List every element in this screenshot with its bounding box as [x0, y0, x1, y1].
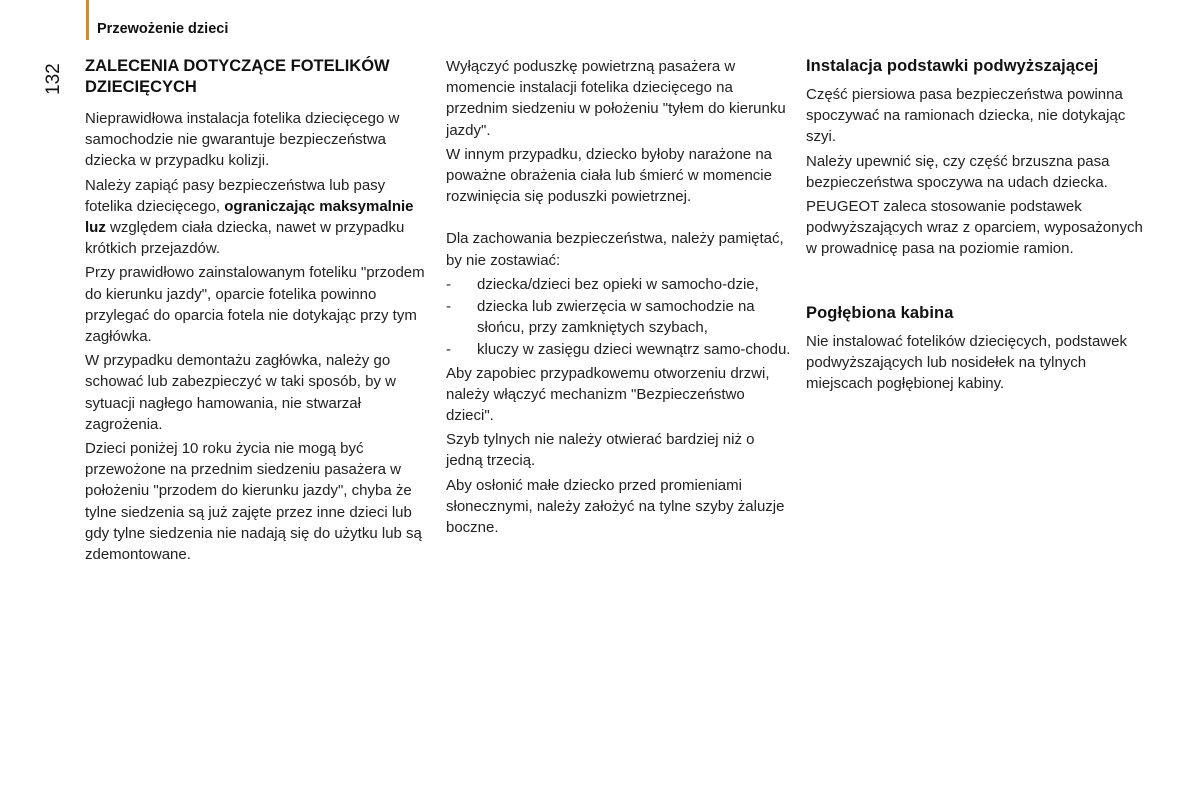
section-accent-bar [86, 0, 89, 40]
list-item: - dziecka/dzieci bez opieki w samocho-dzie, [446, 274, 791, 295]
paragraph-safety-reminder: Dla zachowania bezpieczeństwa, należy pamiętać, by nie zostawiać: [446, 230, 784, 269]
paragraph-improper-installation: Nieprawidłowa instalacja fotelika dziecięcego w samochodzie nie gwarantuje bezpieczeństwa dziecka w przypadku kolizji. [85, 110, 400, 170]
section-title: Przewożenie dzieci [97, 21, 229, 37]
paragraph-headrest-removal: W przypadku demontażu zagłówka, należy go schować lub zabezpieczyć w taki sposób, by w sytuacji nagłego hamowania, nie stwarzał zagrożenia. [85, 352, 396, 433]
paragraph-peugeot-recommends: PEUGEOT zaleca stosowanie podstawek podwyższających wraz z oparciem, wyposażonych w prowadnicę pasa na poziomie ramion. [806, 198, 1143, 258]
paragraph-fasten-belts [85, 175, 430, 260]
paragraph-sun-blinds: Aby osłonić małe dziecko przed promieniami słonecznymi, należy założyć na tylne szyby żaluzje boczne. [446, 476, 785, 537]
heading-child-seat-recommendations: ZALECENIA DOTYCZĄCE FOTELIKÓW DZIECIĘCYCH [85, 57, 390, 96]
column-2 [446, 56, 791, 541]
list-item: - kluczy w zasięgu dzieci wewnątrz samo-chodu. [446, 339, 791, 360]
paragraph-disable-airbag: Wyłączyć poduszkę powietrzną pasażera w momencie instalacji fotelika dziecięcego na przednim siedzeniu w położeniu "tyłem do kierunku jazdy". [446, 58, 786, 139]
paragraph-fasten-belts-bold: ograniczając maksymalnie luz [85, 197, 414, 237]
column-1 [85, 56, 430, 568]
paragraph-airbag-risk: W innym przypadku, dziecko byłoby narażone na poważne obrażenia ciała lub śmierć w momencie rozwinięcia się poduszki powietrznej. [446, 145, 773, 206]
list-item: - dziecka lub zwierzęcia w samochodzie na słońcu, przy zamkniętych szybach, [446, 296, 791, 338]
paragraph-fasten-belts-end: względem ciała dziecka, nawet w przypadku krótkich przejazdów. [85, 219, 405, 258]
do-not-leave-list [446, 274, 791, 361]
column-3 [806, 56, 1151, 397]
paragraph-lap-belt: Należy upewnić się, czy część brzuszna pasa bezpieczeństwa spoczywa na udach dziecka. [806, 152, 1110, 191]
heading-extended-cab: Pogłębiona kabina [806, 303, 954, 322]
paragraph-forward-facing: Przy prawidłowo zainstalowanym foteliku "przodem do kierunku jazdy", oparcie fotelika powinno przylegać do oparcia fotela nie dotykając przy tym zagłówka. [85, 264, 425, 346]
paragraph-fasten-belts-start: Należy zapiąć pasy bezpieczeństwa lub pasy fotelika dziecięcego, [85, 176, 386, 215]
paragraph-chest-belt: Część piersiowa pasa bezpieczeństwa powinna spoczywać na ramionach dziecka, nie dotykając szyi. [806, 86, 1126, 146]
paragraph-child-lock: Aby zapobiec przypadkowemu otworzeniu drzwi, należy włączyć mechanizm "Bezpieczeństwo dzieci". [446, 364, 770, 425]
paragraph-children-under-10: Dzieci poniżej 10 roku życia nie mogą być przewożone na przednim siedzeniu pasażera w położeniu "przodem do kierunku jazdy", chyba że tylne siedzenia są już zajęte przez inne dzieci lub gdy tylne siedzenia nie nadają się do użytku lub są zdemontowane. [85, 440, 422, 564]
paragraph-extended-cab: Nie instalować fotelików dziecięcych, podstawek podwyższających lub nosidełek na tylnych miejscach pogłębionej kabiny. [806, 332, 1127, 393]
page-number: 132 [43, 63, 64, 95]
heading-booster-installation: Instalacja podstawki podwyższającej [806, 57, 1099, 75]
paragraph-rear-windows: Szyb tylnych nie należy otwierać bardziej niż o jedną trzecią. [446, 431, 755, 470]
